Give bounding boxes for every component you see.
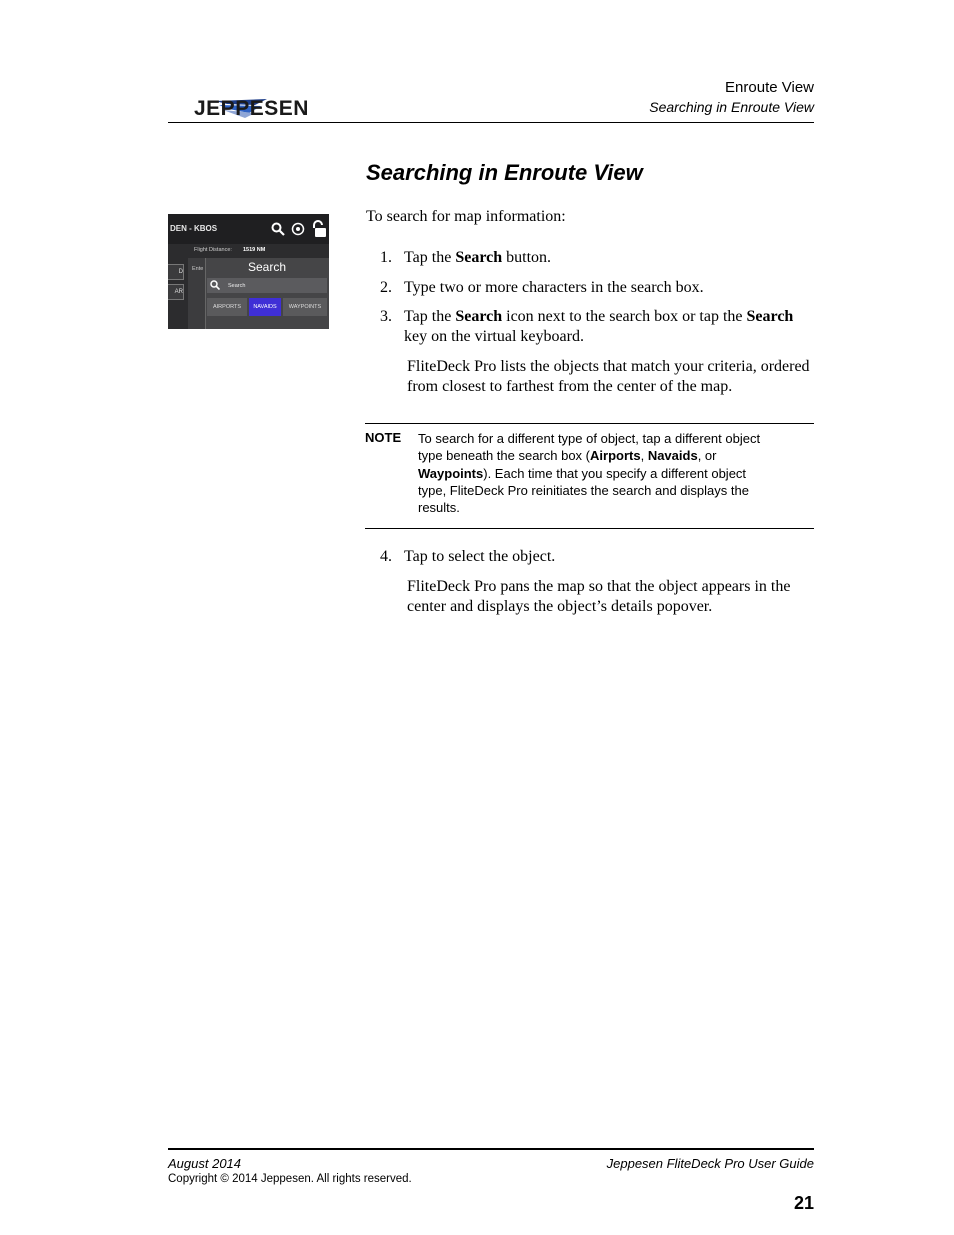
header-chapter: Enroute View — [725, 79, 814, 96]
search-box — [207, 278, 327, 293]
side-button: AR — [168, 284, 184, 300]
tab-waypoints: WAYPOINTS — [283, 298, 327, 316]
search-box-placeholder: Search — [228, 283, 246, 289]
note-rule — [365, 528, 814, 529]
footer-rule — [168, 1148, 814, 1150]
header-section: Searching in Enroute View — [649, 99, 814, 115]
intro-text: To search for map information: — [366, 208, 566, 225]
lock-icon — [311, 220, 327, 238]
step-result: FliteDeck Pro lists the objects that match your criteria, ordered from closest to farthest from the center of the map. — [407, 358, 810, 395]
footer-guide-title: Jeppesen FliteDeck Pro User Guide — [606, 1156, 814, 1171]
step-number: 2. — [380, 279, 392, 296]
side-button: D — [168, 264, 184, 280]
note-text: To search for a different type of object, tap a different object type beneath the search box (Airports, Navaids, or Waypoints). Each time that you specify a different object type, FliteDeck Pro reinitiates the search and displays the results. — [418, 431, 761, 516]
search-icon — [271, 222, 285, 236]
note-label: NOTE — [365, 430, 402, 445]
page-number: 21 — [793, 1193, 814, 1213]
step-text: Type two or more characters in the search box. — [404, 279, 704, 296]
flight-distance-label: Flight Distance: — [194, 247, 232, 253]
object-type-tabs — [207, 298, 327, 316]
locate-icon — [291, 222, 305, 236]
header-rule — [168, 122, 814, 123]
step-text: Tap to select the object. — [404, 548, 556, 565]
route-label: DEN - KBOS — [170, 224, 218, 233]
tab-airports: AIRPORTS — [207, 298, 247, 316]
search-box-icon — [210, 280, 220, 290]
entry-label: Ente — [192, 266, 204, 272]
step-number: 1. — [380, 249, 392, 266]
section-title: Searching in Enroute View — [366, 160, 643, 185]
search-panel-title: Search — [247, 260, 287, 274]
step-number: 4. — [380, 548, 392, 565]
step-number: 3. — [380, 308, 392, 325]
footer-date: August 2014 — [168, 1156, 242, 1171]
search-screenshot — [168, 214, 329, 329]
tab-navaids: NAVAIDS — [249, 298, 281, 316]
step-result: FliteDeck Pro pans the map so that the object appears in the center and displays the object’s details popover. — [407, 578, 791, 615]
flight-distance-value: 1519 NM — [243, 247, 266, 253]
step-text: Tap the Search icon next to the search box or tap the Search key on the virtual keyboard. — [404, 308, 794, 345]
footer-copyright: Copyright © 2014 Jeppesen. All rights reserved. — [168, 1173, 412, 1185]
brand-wordmark: JEPPESEN — [194, 97, 309, 120]
step-text: Tap the Search button. — [404, 249, 552, 266]
note-rule — [365, 423, 814, 424]
